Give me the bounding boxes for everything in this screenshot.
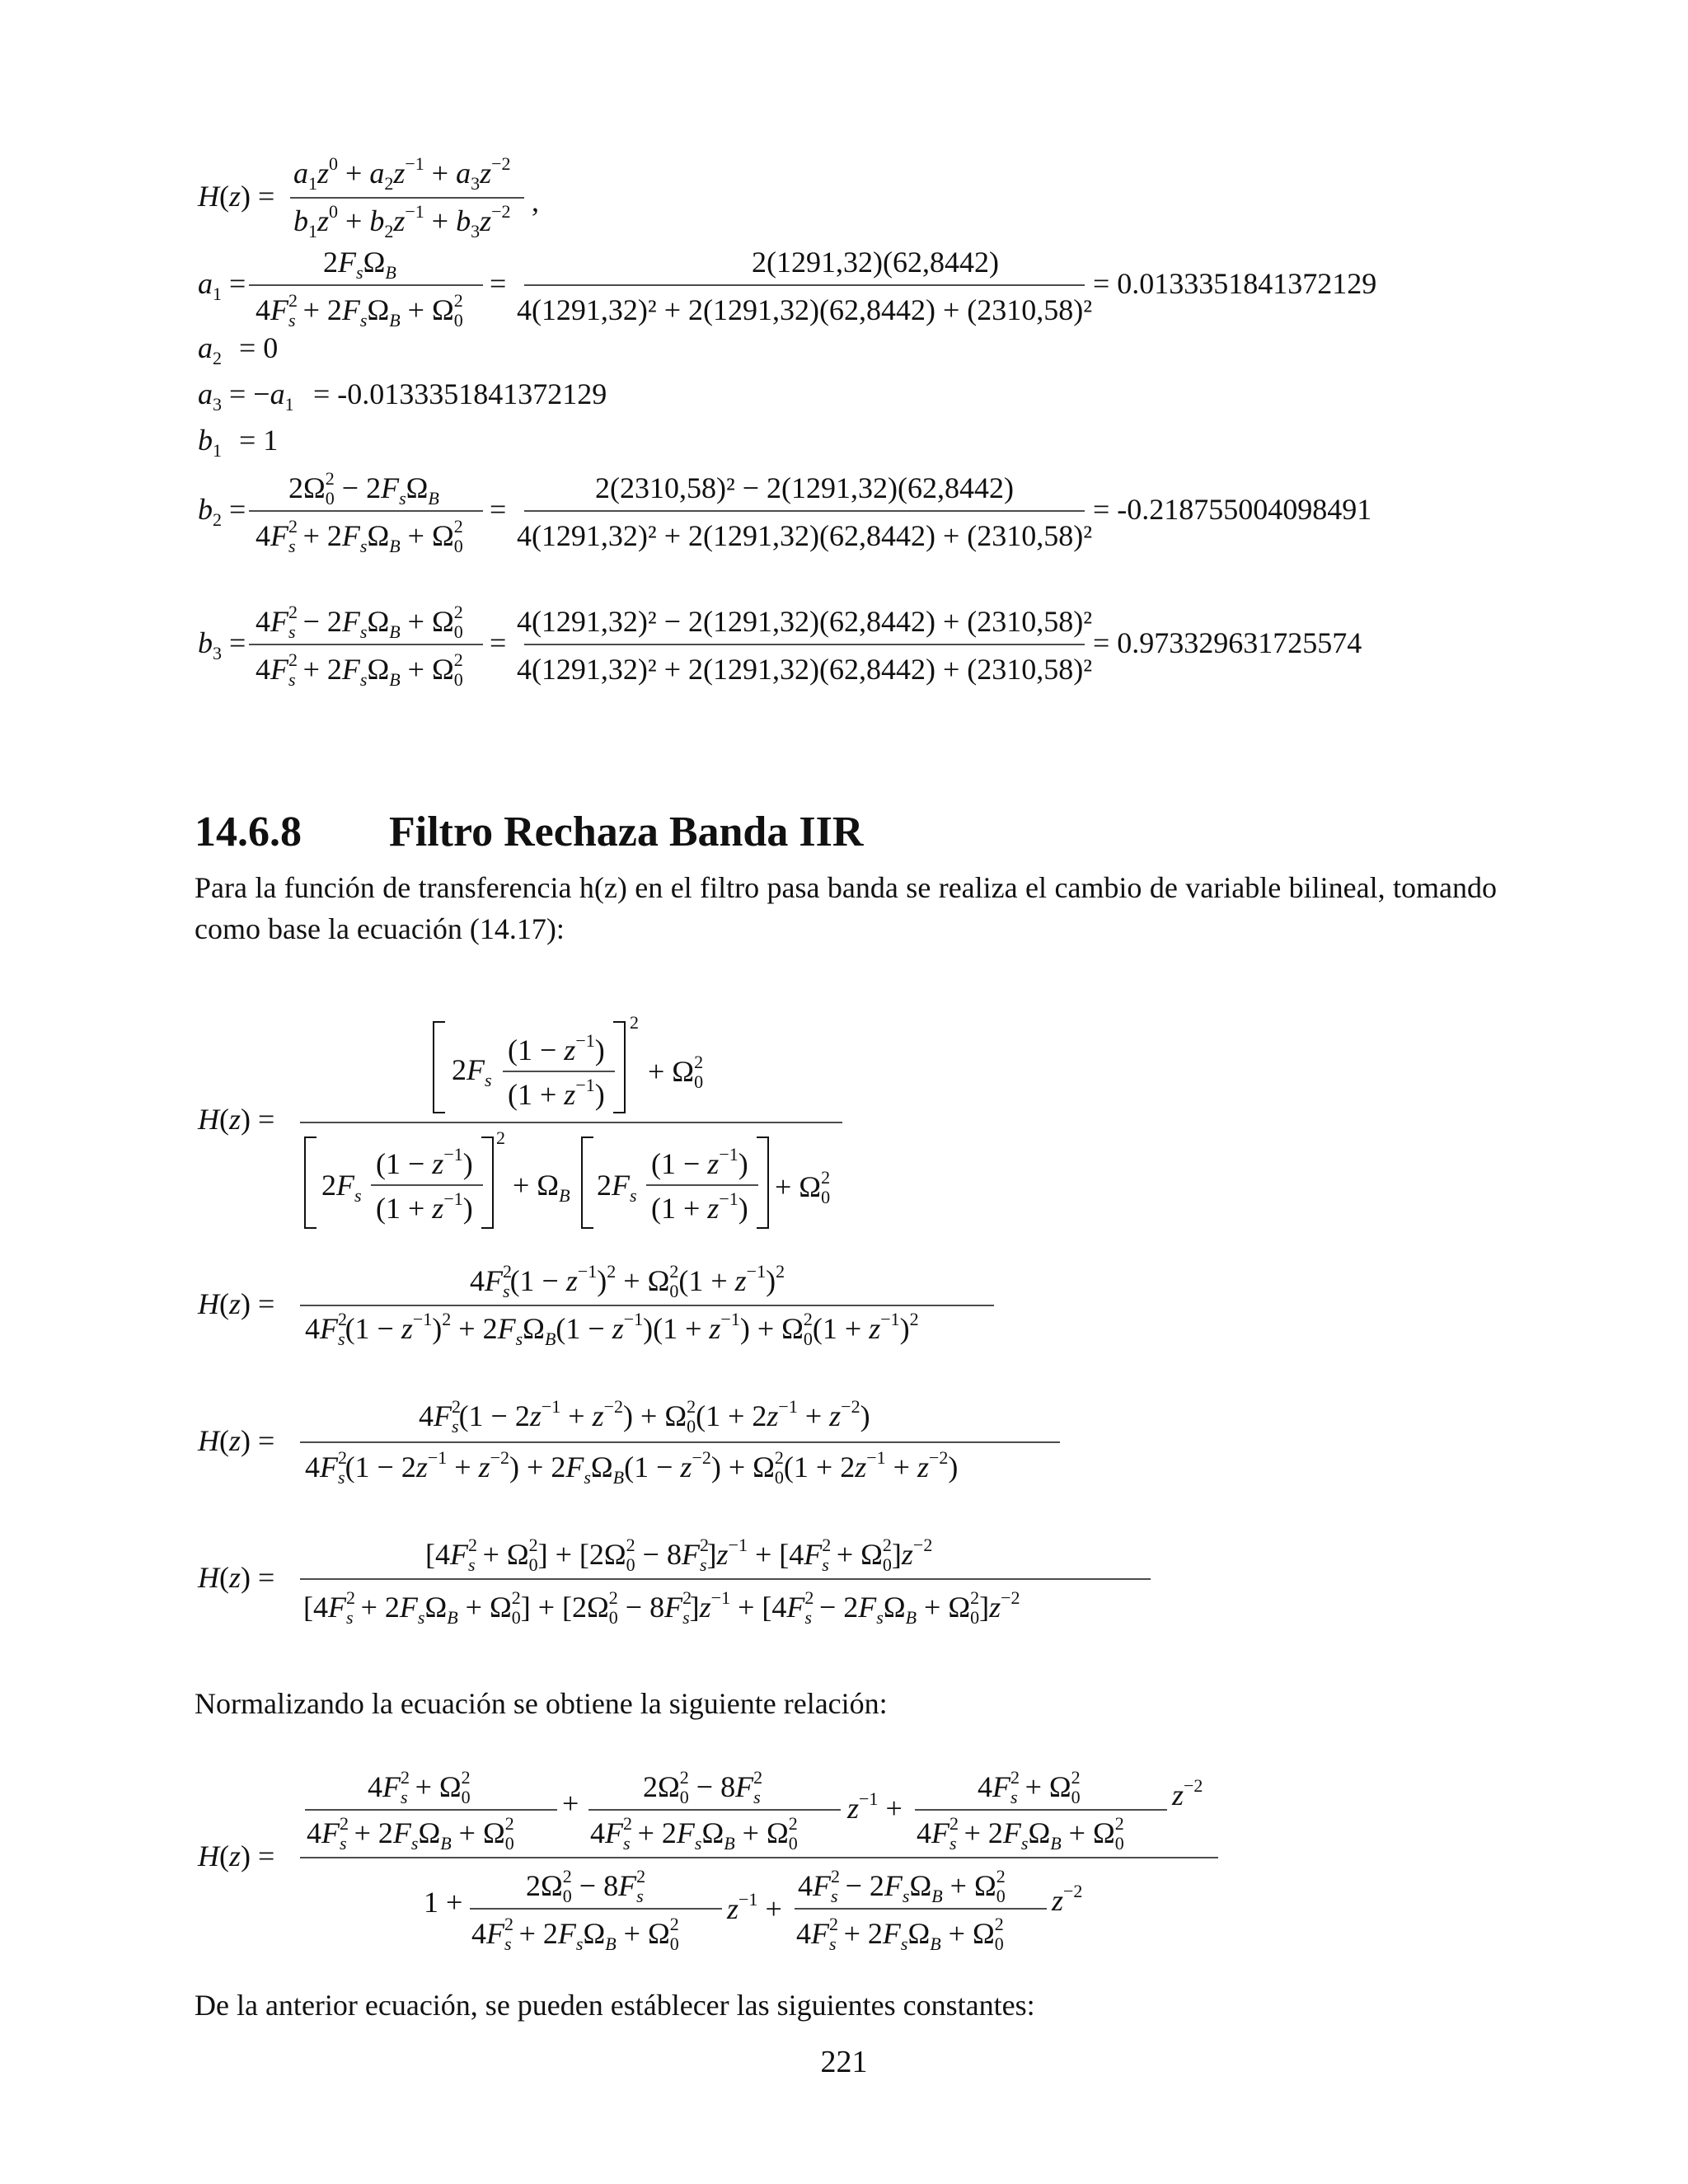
svg-text:(1 + z−1): $(1 + z^{-1})$ — [651, 1188, 748, 1225]
section-heading — [195, 808, 863, 856]
svg-text:H(z) =: H(z) = — [198, 180, 275, 213]
svg-text:a2: $a_2$ — [198, 331, 222, 368]
svg-text:=: = — [490, 626, 507, 659]
svg-text:4F2s + 2FsΩB + Ω20: $4F^2$ $s + 2F_s\Omega_B + \Omega^2$ 0 — [256, 516, 463, 556]
normalized-equation — [197, 1767, 1218, 1954]
svg-text:(1 + z−1): $(1 + z^{-1})$ — [376, 1188, 473, 1225]
svg-text:H(z) =: H(z) = — [198, 1840, 275, 1872]
b1-value: = 1 — [239, 424, 279, 457]
svg-text:(1 − z−1): $(1 - z^{-1})$ — [508, 1030, 605, 1066]
svg-text:+: + — [562, 1787, 579, 1820]
svg-text:4F2s + 2FsΩB + Ω20: $4F^2$ $s + 2F_s\Omega_B + \Omega^2$ 0 — [256, 649, 463, 690]
svg-text:H(z) =: H(z) = — [198, 1287, 275, 1320]
svg-text:b1z0 + b2z−1 + b3z−2: $b_1z^0 + b_2z^{-1} + b_3z^{-2}$ — [293, 201, 511, 241]
a1-numerator: 2(1291,32)(62,8442) — [752, 246, 999, 279]
transfer-function-general — [197, 153, 539, 241]
svg-text:z−2: $z^{-2}$ — [1052, 1881, 1083, 1917]
svg-text:2FsΩB: $2F_s\Omega_B$ — [323, 246, 396, 283]
svg-text:4F2s − 2FsΩB + Ω20: $4F^2$ $s - 2F_s\Omega_B + \Omega^2$ 0 — [256, 602, 463, 642]
svg-text:=: = — [490, 267, 507, 300]
svg-text:4F2s + Ω20: $4F^2$ $s + \Omega^2$ 0 — [978, 1767, 1081, 1807]
coefficient-a3 — [198, 377, 607, 415]
svg-text:+ Ω20: + $\Omega^2$ 0 — [648, 1052, 704, 1092]
b2-value: = -0.218755004098491 — [1093, 493, 1372, 526]
a1-denominator: 4(1291,32)² + 2(1291,32)(62,8442) + (2310,58)² — [516, 293, 1093, 326]
coefficient-b2 — [198, 468, 1372, 556]
b2-denominator: 4(1291,32)² + 2(1291,32)(62,8442) + (2310,58)² — [516, 519, 1093, 552]
svg-text:[4F2s + 2FsΩB + Ω20] + [2Ω20 −: [$4F^2$ $s + 2F_s\Omega_B + \Omega^2$ $0] + [2\Omega^2$ $0 - 8F^2$ $s]z^{-1} + [4F^2$ $s - 2F_s\Omega_B + \Omega^2$ $0]z^{-2}$ — [303, 1587, 1020, 1628]
svg-text:2Fs: $2F_s$ — [597, 1169, 637, 1206]
intro-paragraph: Para la función de transferencia h(z) en el filtro pasa banda se realiza el cambio de variable bilineal, tomando como base la ecuación (14.17): — [195, 871, 1497, 945]
svg-text:b3 =: $b_3$ = — [198, 626, 246, 663]
svg-text:4F2s(1 − 2z−1 + z−2) + 2FsΩB(1: $4F^2$ $s(1 - 2z^{-1} + z^{-2}) + 2F_s\Omega_B(1 - z^{-2}) + \Omega^2$ $0(1 + 2z^{-1} + z^{-2})$ — [305, 1447, 959, 1488]
svg-text:4F2s(1 − z−1)2 + Ω20(1 + z−1)2: $4F^2$ $s(1 - z^{-1})^2 + \Omega^2$ $0(1 + z^{-1})^2$ — [470, 1261, 785, 1301]
svg-text:a1z0 + a2z−1 + a3z−2: $a_1z^0 + a_2z^{-1} + a_3z^{-2}$ — [293, 153, 511, 194]
svg-text:(1 − z−1): $(1 - z^{-1})$ — [651, 1144, 748, 1180]
svg-text:H(z) =: H(z) = — [198, 1103, 275, 1136]
svg-text:+ ΩB: + $\Omega_B$ — [513, 1169, 570, 1206]
b3-value: = 0.973329631725574 — [1093, 626, 1362, 659]
svg-text:4F2s + Ω20: $4F^2$ $s + \Omega^2$ 0 — [368, 1767, 471, 1807]
svg-text:4F2s + 2FsΩB + Ω20: $4F^2$ $s + 2F_s\Omega_B + \Omega^2$ 0 — [590, 1813, 798, 1854]
coefficient-a1 — [198, 246, 1376, 330]
svg-text:(1 + z−1): $(1 + z^{-1})$ — [508, 1075, 605, 1111]
svg-text:z−1 +: $z^{-1}$ + — [727, 1889, 782, 1925]
svg-text:a3 = −a1: $a_3 = -a_1$ — [198, 377, 294, 415]
svg-text:4F2s + 2FsΩB + Ω20: $4F^2$ $s + 2F_s\Omega_B + \Omega^2$ 0 — [471, 1914, 679, 1954]
svg-text:2: 2 — [496, 1127, 505, 1148]
a1-value: = 0.0133351841372129 — [1093, 267, 1377, 300]
normalize-paragraph: Normalizando la ecuación se obtiene la siguiente relación: — [195, 1687, 888, 1720]
a3-value: = -0.0133351841372129 — [313, 377, 607, 410]
b3-numerator: 4(1291,32)² − 2(1291,32)(62,8442) + (2310,58)² — [516, 605, 1093, 638]
section-number: 14.6.8 — [195, 808, 302, 855]
svg-text:2Ω20 − 2FsΩB: $2\Omega^2$ $0 - 2F_s\Omega_B$ — [288, 468, 439, 509]
svg-text:2Fs: $2F_s$ — [452, 1053, 492, 1090]
svg-text:4F2s + 2FsΩB + Ω20: $4F^2$ $s + 2F_s\Omega_B + \Omega^2$ 0 — [796, 1914, 1004, 1954]
bilinear-equation-1 — [197, 1012, 842, 1228]
svg-text:=: = — [490, 493, 507, 526]
svg-text:4F2s(1 − z−1)2 + 2FsΩB(1 − z−1: $4F^2$ $s(1 - z^{-1})^2 + 2F_s\Omega_B(1 - z^{-1})(1 + z^{-1}) + \Omega^2$ $0(1 + z^{-1})^2$ — [305, 1309, 919, 1349]
svg-text:(1 − z−1): $(1 - z^{-1})$ — [376, 1144, 473, 1180]
section-title: Filtro Rechaza Banda IIR — [389, 808, 864, 855]
svg-text:2: 2 — [630, 1012, 639, 1033]
svg-text:2Ω20 − 8F2s: $2\Omega^2$ $0 - 8F^2$ s — [643, 1767, 763, 1807]
svg-text:z−2: $z^{-2}$ — [1172, 1775, 1203, 1811]
svg-text:[4F2s + Ω20] + [2Ω20 − 8F2s]z−: [$4F^2$ $s + \Omega^2$ $0] + [2\Omega^2$ $0 - 8F^2$ $s]z^{-1} + [4F^2$ $s + \Omega^2$ $0]z^{-2}$ — [425, 1535, 933, 1575]
svg-text:2Ω20 − 8F2s: $2\Omega^2$ $0 - 8F^2$ s — [526, 1866, 646, 1906]
page-number: 221 — [820, 2045, 868, 2079]
svg-text:,: , — [532, 185, 539, 218]
svg-text:1 +: 1 + — [424, 1886, 463, 1919]
coefficient-b3 — [198, 602, 1362, 690]
svg-text:4F2s + 2FsΩB + Ω20: $4F^2$ $s + 2F_s\Omega_B + \Omega^2$ 0 — [256, 290, 463, 330]
svg-text:b1: $b_1$ — [198, 424, 222, 461]
svg-text:z−1 +: $z^{-1}$ + — [847, 1788, 903, 1825]
svg-text:4F2s + 2FsΩB + Ω20: $4F^2$ $s + 2F_s\Omega_B + \Omega^2$ 0 — [307, 1813, 514, 1854]
coefficient-a2 — [198, 331, 278, 368]
svg-text:H(z) =: H(z) = — [198, 1424, 275, 1457]
svg-text:4F2s + 2FsΩB + Ω20: $4F^2$ $s + 2F_s\Omega_B + \Omega^2$ 0 — [917, 1813, 1124, 1854]
svg-text:+ Ω20: + $\Omega^2$ 0 — [775, 1167, 831, 1207]
coefficient-b1 — [198, 424, 278, 461]
bilinear-equation-4 — [197, 1535, 1151, 1628]
a2-value: = 0 — [239, 331, 279, 364]
svg-text:4F2s(1 − 2z−1 + z−2) + Ω20(1 +: $4F^2$ $s(1 - 2z^{-1} + z^{-2}) + \Omega^2$ $0(1 + 2z^{-1} + z^{-2})$ — [419, 1396, 870, 1436]
bilinear-equation-2 — [197, 1261, 994, 1349]
b2-numerator: 2(2310,58)² − 2(1291,32)(62,8442) — [594, 471, 1015, 504]
svg-text:4F2s − 2FsΩB + Ω20: $4F^2$ $s - 2F_s\Omega_B + \Omega^2$ 0 — [798, 1866, 1006, 1906]
bilinear-equation-3 — [197, 1396, 1060, 1488]
svg-text:2Fs: $2F_s$ — [321, 1169, 362, 1206]
svg-text:a1 =: $a_1$ = — [198, 267, 246, 304]
svg-text:b2 =: $b_2$ = — [198, 493, 246, 530]
svg-text:H(z) =: H(z) = — [198, 1561, 275, 1594]
constants-paragraph: De la anterior ecuación, se pueden estáblecer las siguientes constantes: — [195, 1989, 1035, 2022]
b3-denominator: 4(1291,32)² + 2(1291,32)(62,8442) + (2310,58)² — [516, 653, 1093, 686]
